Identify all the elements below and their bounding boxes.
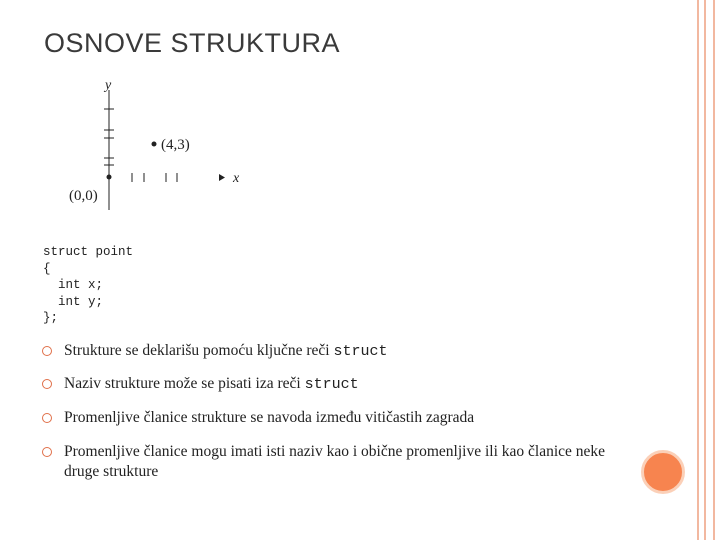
bullet-item: [42, 341, 612, 362]
bullet-icon: [42, 413, 52, 423]
bullet-item: [42, 442, 612, 482]
origin-point: [107, 175, 112, 180]
point-label: (4,3): [161, 137, 190, 153]
code-line: };: [43, 311, 59, 325]
bullet-text: Promenljive članice strukture se navoda između vitičastih zagrada: [64, 409, 475, 426]
bullet-keyword: struct: [333, 343, 388, 360]
decorative-orange-circle: [641, 450, 685, 494]
slide-title: OSNOVE STRUKTURA: [44, 28, 341, 58]
x-axis-arrow: [219, 174, 225, 181]
code-block: [43, 244, 133, 327]
coordinate-diagram: [60, 76, 260, 216]
bullet-icon: [42, 447, 52, 457]
bullet-icon: [42, 346, 52, 356]
y-axis-label: y: [105, 78, 112, 93]
bullet-keyword: struct: [304, 376, 359, 393]
bullet-icon: [42, 379, 52, 389]
code-line: {: [43, 261, 51, 276]
bullet-item: [42, 408, 612, 428]
frame-line: [704, 0, 706, 540]
frame-line: [713, 0, 715, 540]
bullet-text: Naziv strukture može se pisati iza reči: [64, 375, 305, 392]
bullet-text: Promenljive članice mogu imati isti naziv kao i obične promenljive ili kao članice neke druge strukture: [64, 443, 606, 480]
code-line: int x;: [43, 278, 104, 292]
origin-label: (0,0): [69, 188, 98, 204]
x-axis-label: x: [233, 171, 240, 186]
code-line: int y;: [43, 294, 104, 309]
bullet-item: [42, 374, 612, 395]
point-4-3: [152, 142, 157, 147]
bullet-text: Strukture se deklarišu pomoću ključne reči: [64, 342, 334, 359]
code-line: struct point: [43, 245, 134, 259]
frame-line: [697, 0, 699, 540]
